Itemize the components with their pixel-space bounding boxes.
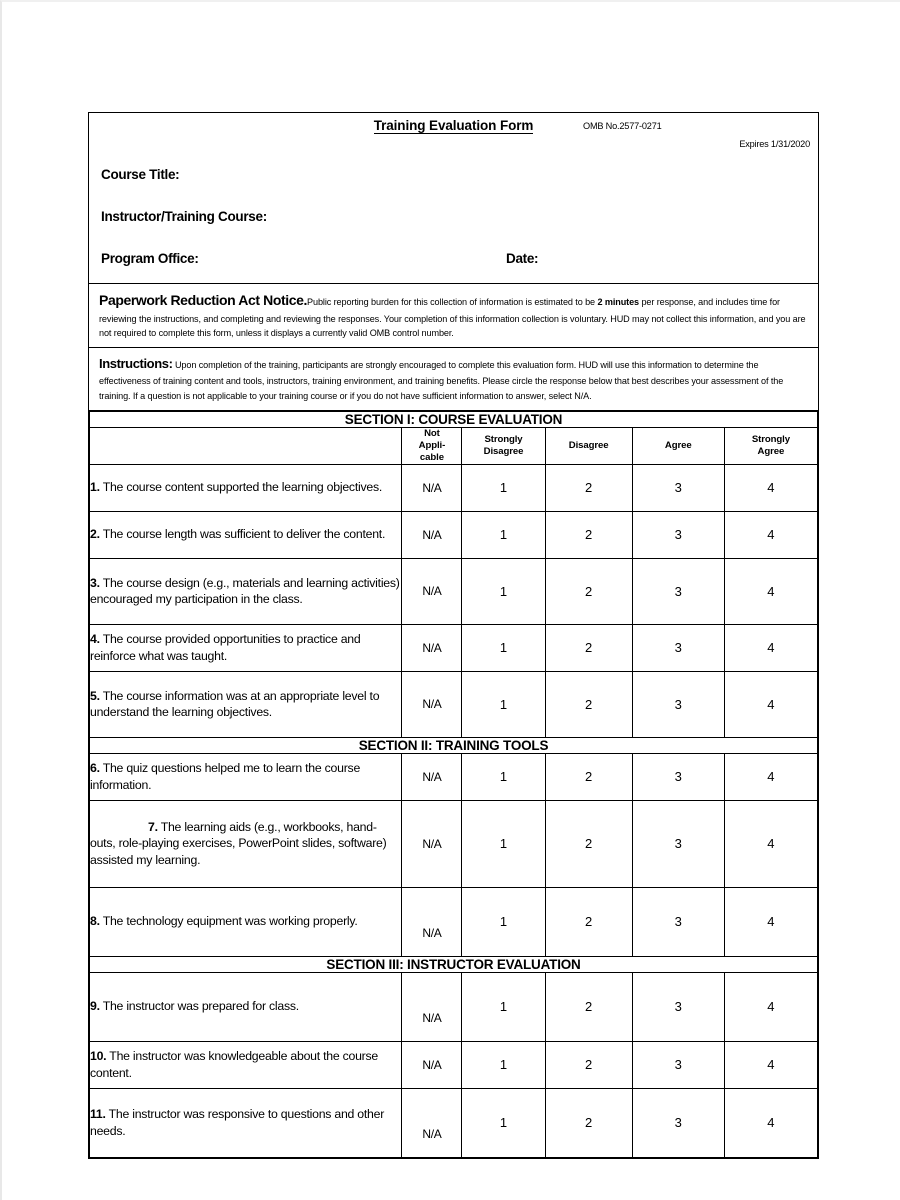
rating-na-1[interactable]: N/A: [402, 464, 462, 511]
rating-4-8[interactable]: 4: [724, 887, 817, 956]
question-number-5: 5.: [90, 688, 100, 703]
rating-4-11[interactable]: 4: [724, 1088, 817, 1157]
question-text-8: The technology equipment was working properly.: [99, 914, 358, 929]
table-row: [90, 887, 818, 956]
rating-1-2[interactable]: 1: [462, 511, 545, 558]
rating-1-3[interactable]: 1: [462, 558, 545, 624]
column-header-row: [90, 427, 818, 464]
rating-na-6[interactable]: N/A: [402, 753, 462, 800]
question-text-6: The quiz questions helped me to learn the course information.: [90, 761, 361, 792]
rating-2-8[interactable]: 2: [545, 887, 632, 956]
section-banner-3: SECTION III: INSTRUCTOR EVALUATION: [90, 956, 818, 972]
rating-3-6[interactable]: 3: [632, 753, 724, 800]
question-text-7: The learning aids (e.g., workbooks, hand-outs, role-playing exercises, PowerPoint slides, software) assisted my learning.: [90, 819, 387, 867]
rating-4-1[interactable]: 4: [724, 464, 817, 511]
notice-body-bold: 2 minutes: [597, 297, 640, 307]
question-number-8: 8.: [90, 914, 100, 929]
table-row: [90, 800, 818, 887]
rating-1-11[interactable]: 1: [462, 1088, 545, 1157]
question-cell-5: [90, 671, 402, 737]
table-row: [90, 558, 818, 624]
column-header-sd-line1: Strongly: [484, 433, 523, 445]
rating-4-9[interactable]: 4: [724, 972, 817, 1041]
table-row: [90, 624, 818, 671]
rating-na-3[interactable]: N/A: [402, 558, 462, 624]
question-text-4: The course provided opportunities to practice and reinforce what was taught.: [90, 632, 361, 663]
rating-2-11[interactable]: 2: [545, 1088, 632, 1157]
instructions-block: [89, 348, 818, 410]
question-number-7: 7.: [148, 819, 158, 834]
column-header-agree: Agree: [632, 427, 724, 464]
instructions-body: Upon completion of the training, participants are strongly encouraged to complete this evaluation form. HUD will use this information to determine the effectiveness of training content and tools, instructors, training environment, and training benefits. Please circle the response below that best describes your assessment of the training. If a question is not applicable to your training course or if you do not have sufficient information to answer, select N/A.: [99, 360, 784, 401]
question-cell-1: [90, 464, 402, 511]
table-row: [90, 972, 818, 1041]
column-header-sa-line1: Strongly: [751, 433, 790, 445]
rating-4-3[interactable]: 4: [724, 558, 817, 624]
instructions-lead: Instructions:: [99, 356, 173, 372]
rating-1-1[interactable]: 1: [462, 464, 545, 511]
course-title-row: [89, 159, 818, 201]
question-number-3: 3.: [90, 575, 100, 590]
question-text-1: The course content supported the learning objectives.: [99, 480, 383, 495]
column-header-na-line3: cable: [419, 451, 444, 463]
table-row: [90, 464, 818, 511]
question-number-11: 11.: [90, 1107, 106, 1122]
form-header: [89, 113, 818, 284]
question-number-1: 1.: [90, 480, 100, 495]
rating-na-5[interactable]: N/A: [402, 671, 462, 737]
rating-na-11[interactable]: N/A: [402, 1088, 462, 1157]
section-banner-row: [90, 411, 818, 427]
rating-2-10[interactable]: 2: [545, 1041, 632, 1088]
rating-1-4[interactable]: 1: [462, 624, 545, 671]
section-banner-row: [90, 956, 818, 972]
section-banner-row: [90, 737, 818, 753]
paperwork-reduction-act-notice: [89, 284, 818, 348]
rating-2-2[interactable]: 2: [545, 511, 632, 558]
question-number-6: 6.: [90, 761, 100, 776]
column-header-question: [90, 427, 402, 464]
question-text-3: The course design (e.g., materials and learning activities) encouraged my participation in the class.: [90, 575, 400, 607]
rating-3-7[interactable]: 3: [632, 800, 724, 887]
rating-1-7[interactable]: 1: [462, 800, 545, 887]
evaluation-table: [89, 411, 818, 1158]
rating-na-2[interactable]: N/A: [402, 511, 462, 558]
table-row: [90, 511, 818, 558]
rating-2-9[interactable]: 2: [545, 972, 632, 1041]
course-title-label: Course Title:: [101, 167, 180, 182]
page-title-text: Training Evaluation Form: [373, 118, 534, 133]
rating-2-7[interactable]: 2: [545, 800, 632, 887]
question-number-2: 2.: [90, 527, 100, 542]
page-title: [89, 118, 818, 133]
table-row: [90, 1088, 818, 1157]
rating-4-7[interactable]: 4: [724, 800, 817, 887]
date-label: Date:: [506, 251, 539, 266]
rating-1-8[interactable]: 1: [462, 887, 545, 956]
rating-2-5[interactable]: 2: [545, 671, 632, 737]
column-header-sa-line2: Agree: [757, 445, 785, 457]
question-cell-2: [90, 511, 402, 558]
rating-4-6[interactable]: 4: [724, 753, 817, 800]
omb-number: OMB No.2577-0271: [583, 121, 662, 131]
question-number-9: 9.: [90, 999, 100, 1014]
rating-3-3[interactable]: 3: [632, 558, 724, 624]
rating-1-10[interactable]: 1: [462, 1041, 545, 1088]
question-text-11: The instructor was responsive to questions and other needs.: [90, 1107, 385, 1138]
column-header-disagree: Disagree: [545, 427, 632, 464]
rating-4-2[interactable]: 4: [724, 511, 817, 558]
rating-3-10[interactable]: 3: [632, 1041, 724, 1088]
instructor-label: Instructor/Training Course:: [101, 209, 267, 224]
omb-expiration: Expires 1/31/2020: [739, 139, 810, 149]
question-cell-10: [90, 1041, 402, 1088]
question-cell-4: [90, 624, 402, 671]
column-header-not-applicable: [402, 427, 462, 464]
rating-na-4[interactable]: N/A: [402, 624, 462, 671]
rating-na-10[interactable]: N/A: [402, 1041, 462, 1088]
rating-3-1[interactable]: 3: [632, 464, 724, 511]
table-row: [90, 671, 818, 737]
column-header-na-line2: Appli-: [418, 439, 446, 451]
question-text-10: The instructor was knowledgeable about the course content.: [90, 1049, 378, 1080]
notice-lead: Paperwork Reduction Act Notice.: [99, 292, 308, 308]
rating-3-4[interactable]: 3: [632, 624, 724, 671]
question-text-9: The instructor was prepared for class.: [99, 999, 299, 1014]
rating-2-4[interactable]: 2: [545, 624, 632, 671]
question-text-2: The course length was sufficient to deliver the content.: [99, 527, 386, 542]
rating-1-6[interactable]: 1: [462, 753, 545, 800]
rating-2-1[interactable]: 2: [545, 464, 632, 511]
rating-na-9[interactable]: N/A: [402, 972, 462, 1041]
question-cell-6: [90, 753, 402, 800]
rating-3-8[interactable]: 3: [632, 887, 724, 956]
rating-4-10[interactable]: 4: [724, 1041, 817, 1088]
program-office-label: Program Office:: [101, 251, 199, 266]
question-cell-8: [90, 887, 402, 956]
column-header-strongly-disagree: [462, 427, 545, 464]
rating-1-9[interactable]: 1: [462, 972, 545, 1041]
rating-na-7[interactable]: N/A: [402, 800, 462, 887]
question-cell-9: [90, 972, 402, 1041]
question-number-4: 4.: [90, 632, 100, 647]
column-header-sd-line2: Disagree: [483, 445, 524, 457]
rating-na-8[interactable]: N/A: [402, 887, 462, 956]
column-header-strongly-agree: [724, 427, 817, 464]
table-row: [90, 753, 818, 800]
rating-3-11[interactable]: 3: [632, 1088, 724, 1157]
rating-1-5[interactable]: 1: [462, 671, 545, 737]
instructor-row: [89, 201, 818, 243]
program-office-row: [89, 243, 818, 283]
question-cell-11: [90, 1088, 402, 1157]
rating-2-3[interactable]: 2: [545, 558, 632, 624]
rating-3-9[interactable]: 3: [632, 972, 724, 1041]
question-number-10: 10.: [90, 1049, 107, 1064]
rating-3-2[interactable]: 3: [632, 511, 724, 558]
rating-2-6[interactable]: 2: [545, 753, 632, 800]
training-evaluation-form: [88, 112, 819, 1159]
question-cell-3: [90, 558, 402, 624]
rating-4-5[interactable]: 4: [724, 671, 817, 737]
table-row: [90, 1041, 818, 1088]
question-cell-7: [90, 800, 402, 887]
section-banner-1: SECTION I: COURSE EVALUATION: [90, 411, 818, 427]
question-text-5: The course information was at an appropriate level to understand the learning objectives.: [90, 688, 380, 720]
notice-body-part2: per response, and includes time for reviewing the instructions, and completing and reviewing the responses. Your completion of this information collection is voluntary. HUD may not collect this information, and you are not required to complete this form, unless it displays a currently valid OMB control number.: [99, 297, 806, 339]
notice-body-part1: Public reporting burden for this collection of information is estimated to be: [307, 297, 598, 307]
rating-4-4[interactable]: 4: [724, 624, 817, 671]
column-header-na-line1: Not: [424, 427, 440, 439]
section-banner-2: SECTION II: TRAINING TOOLS: [90, 737, 818, 753]
rating-3-5[interactable]: 3: [632, 671, 724, 737]
form-header-top: [89, 113, 818, 159]
